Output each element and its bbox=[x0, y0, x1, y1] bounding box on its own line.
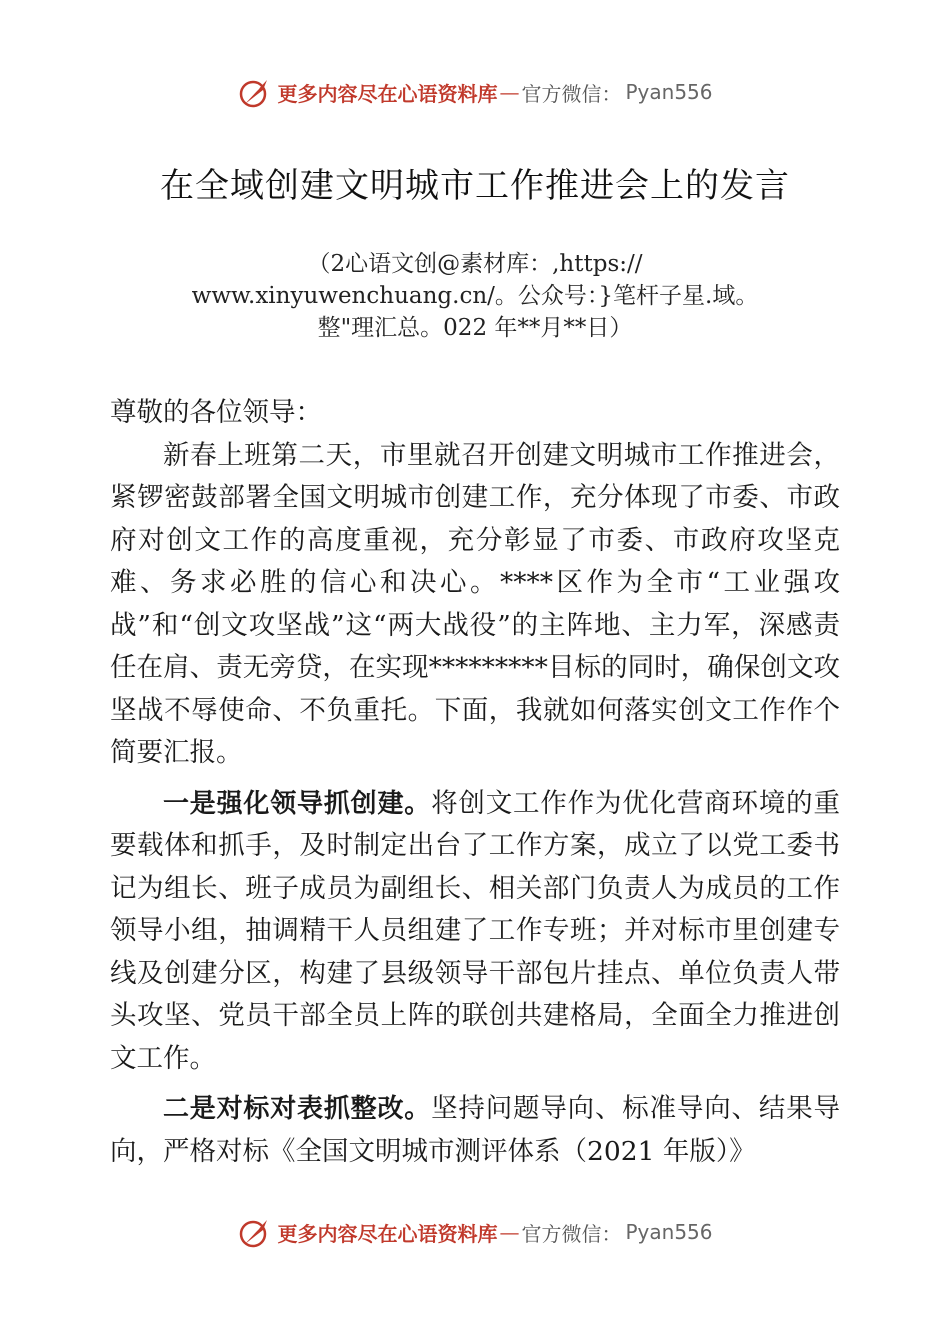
paragraph-text: 将创文工作作为优化营商环境的重要载体和抓手，及时制定出台了工作方案，成立了以党工委书记为组长、班子成员为副组长、相关部门负责人为成员的工作领导小组，抽调精干人员组建了工作专班；并对标市里创建专线及创建分区，构建了县级领导干部包片挂点、单位负责人带头攻坚、党员干部全员上阵的联创共建格局，全面全力推进创文工作。 bbox=[110, 787, 840, 1074]
source-note bbox=[100, 248, 850, 344]
watermark-wechat-id: Pyan556 bbox=[625, 80, 713, 104]
watermark-wechat-label: 官方微信： bbox=[521, 81, 622, 106]
paragraph-point-two bbox=[110, 1088, 840, 1173]
paragraph-intro bbox=[110, 435, 840, 775]
source-line: 整"理汇总。022 年**月**日） bbox=[317, 315, 633, 341]
paragraph-text: 新春上班第二天，市里就召开创建文明城市工作推进会，紧锣密鼓部署全国文明城市创建工作，充分体现了市委、市政府对创文工作的高度重视，充分彰显了市委、市政府攻坚克难、务求必胜的信心和决心。****区作为全市“工业强攻战”和“创文攻坚战”这“两大战役”的主阵地、主力军，深感责任在肩、责无旁贷，在实现*********目标的同时，确保创文攻坚战不辱使命、不负重托。下面，我就如何落实创文工作作个简要汇报。 bbox=[110, 439, 840, 768]
quill-logo-icon bbox=[237, 74, 273, 110]
watermark-banner-top bbox=[0, 72, 950, 112]
watermark-wechat-label: 官方微信： bbox=[521, 1221, 622, 1246]
paragraph-point-one bbox=[110, 783, 840, 1081]
salutation: 尊敬的各位领导： bbox=[110, 397, 322, 428]
watermark-red-text: 更多内容尽在心语资料库 bbox=[277, 1221, 498, 1246]
source-line: www.xinyuwenchuang.cn/。公众号：}笔杆子星.域。 bbox=[191, 283, 759, 309]
watermark-banner-bottom bbox=[0, 1212, 950, 1252]
paragraph-lead: 一是强化领导抓创建。 bbox=[163, 788, 432, 819]
quill-logo-icon bbox=[237, 1214, 273, 1250]
watermark-red-text: 更多内容尽在心语资料库 bbox=[277, 81, 498, 106]
watermark-wechat-id: Pyan556 bbox=[625, 1220, 713, 1244]
document-title: 在全域创建文明城市工作推进会上的发言 bbox=[160, 166, 790, 206]
paragraph-lead: 二是对标对表抓整改。 bbox=[163, 1094, 432, 1124]
watermark-separator: — bbox=[499, 80, 520, 104]
paragraph-text: 坚持问题导向、标准导向、结果导向，严格对标《全国文明城市测评体系（2021 年版）》 bbox=[110, 1093, 840, 1167]
source-line: （2心语文创@素材库：,https:// bbox=[307, 251, 643, 277]
watermark-separator: — bbox=[499, 1220, 520, 1244]
document-body bbox=[110, 392, 840, 1173]
